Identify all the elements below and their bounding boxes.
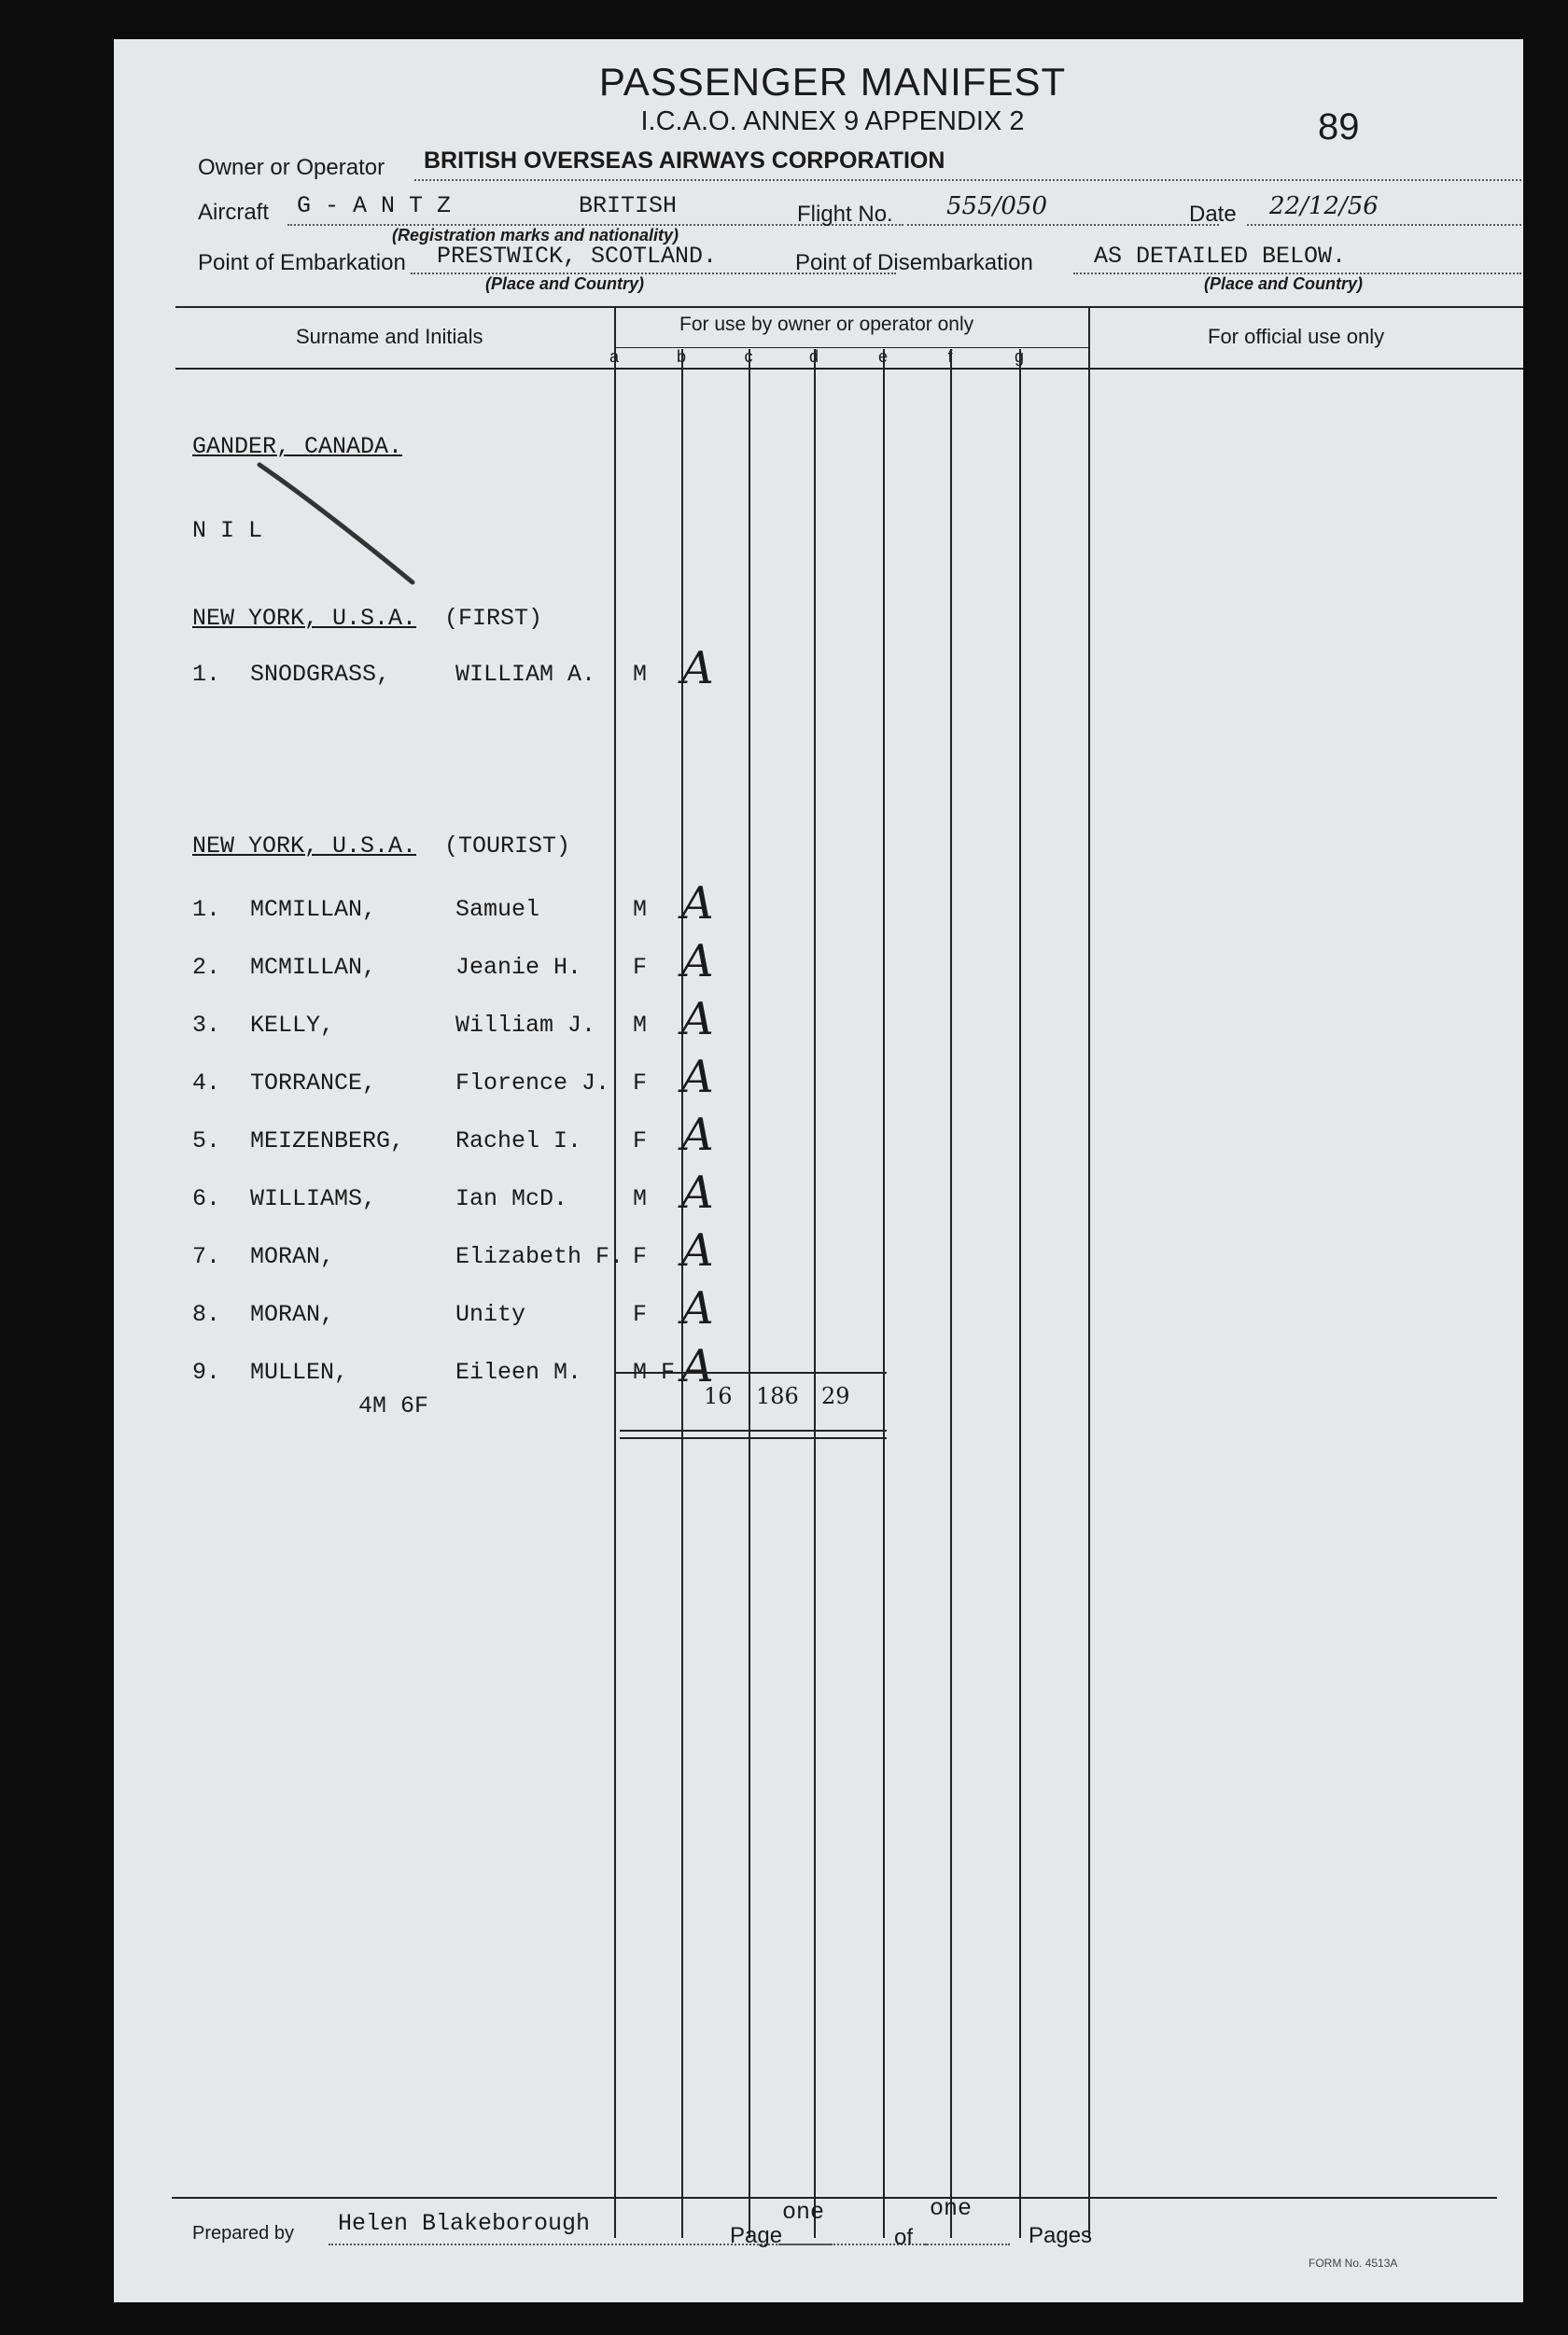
passenger-num: 1. <box>192 896 221 923</box>
passenger-mark: A <box>681 993 714 1045</box>
passenger-num: 8. <box>192 1301 221 1328</box>
date-value: 22/12/56 <box>1269 192 1379 220</box>
disembarkation-value: AS DETAILED BELOW. <box>1094 243 1347 270</box>
table-top-rule <box>175 306 1523 308</box>
passenger-given: Unity <box>455 1301 526 1328</box>
passenger-mark: A <box>681 877 714 930</box>
passenger-num: 2. <box>192 954 221 981</box>
passenger-given: Florence J. <box>455 1070 610 1097</box>
passenger-mark: A <box>681 1340 714 1392</box>
passenger-num: 3. <box>192 1012 221 1039</box>
owner-value: BRITISH OVERSEAS AIRWAYS CORPORATION <box>424 147 945 174</box>
column-line-g <box>1019 349 1021 2238</box>
subcol-f: f <box>947 347 953 366</box>
registration-note: (Registration marks and nationality) <box>392 226 679 245</box>
passenger-mark: A <box>681 1167 714 1219</box>
subcol-a: a <box>609 347 619 366</box>
passenger-sex: F <box>633 954 648 981</box>
passenger-surname: MEIZENBERG, <box>250 1127 405 1154</box>
disembarkation-label: Point of Disembarkation <box>795 250 1033 275</box>
section-gander-nil: N I L <box>192 517 263 544</box>
flight-label: Flight No. <box>797 202 893 227</box>
passenger-given: Samuel <box>455 896 540 923</box>
column-line-d <box>814 349 816 2238</box>
passenger-surname: WILLIAMS, <box>250 1185 377 1212</box>
totals-top-rule <box>614 1372 887 1374</box>
place-note-right: (Place and Country) <box>1204 274 1364 293</box>
official-use-header: For official use only <box>1208 325 1385 348</box>
passenger-mark: A <box>681 935 714 987</box>
passenger-sex: F <box>633 1127 648 1154</box>
passenger-num: 9. <box>192 1359 221 1386</box>
passenger-given: William J. <box>455 1012 596 1039</box>
prepared-label: Prepared by <box>192 2223 294 2244</box>
official-column-line <box>1088 306 1090 2238</box>
flight-value: 555/050 <box>946 192 1048 220</box>
total-b: 16 <box>704 1383 733 1409</box>
passenger-surname: MORAN, <box>250 1301 335 1328</box>
passenger-num: 7. <box>192 1243 221 1270</box>
page-label: Page <box>730 2223 783 2248</box>
passenger-num: 6. <box>192 1185 221 1212</box>
section-ny-tourist: NEW YORK, U.S.A. <box>192 832 417 860</box>
date-label: Date <box>1189 202 1237 227</box>
passenger-surname: SNODGRASS, <box>250 661 391 688</box>
passenger-sex: M F <box>633 1359 676 1386</box>
footer-rule <box>172 2197 1497 2199</box>
subcol-b: b <box>676 347 686 366</box>
aircraft-registration: G - A N T Z <box>297 192 452 219</box>
totals-double-rule-1 <box>620 1430 887 1432</box>
passenger-sex: M <box>633 1185 648 1212</box>
of-label: of <box>894 2225 914 2250</box>
pages-label: Pages <box>1029 2223 1093 2248</box>
subcol-e: e <box>877 347 888 366</box>
of-value: one <box>930 2195 973 2222</box>
total-c: 186 <box>756 1383 799 1409</box>
subcol-g: g <box>1014 347 1024 366</box>
flight-dotted-line <box>907 224 1219 226</box>
column-line-a <box>614 306 616 2238</box>
embarkation-value: PRESTWICK, SCOTLAND. <box>437 243 718 270</box>
column-line-c <box>749 349 750 2238</box>
embarkation-label: Point of Embarkation <box>198 250 406 275</box>
of-dotted-line <box>924 2244 1010 2245</box>
passenger-surname: MCMILLAN, <box>250 954 377 981</box>
passenger-surname: TORRANCE, <box>250 1070 377 1097</box>
passenger-num: 1. <box>192 661 221 688</box>
manifest-sheet <box>114 39 1523 2302</box>
column-line-f <box>950 349 952 2238</box>
date-dotted-line <box>1247 224 1521 226</box>
passenger-mark: A <box>681 1109 714 1161</box>
document-title: PASSENGER MANIFEST <box>598 60 1067 104</box>
section-ny-first-class: (FIRST) <box>444 605 543 632</box>
passenger-surname: MULLEN, <box>250 1359 349 1386</box>
section-ny-first: NEW YORK, U.S.A. <box>192 605 417 632</box>
passenger-given: Rachel I. <box>455 1127 582 1154</box>
passenger-surname: KELLY, <box>250 1012 335 1039</box>
owner-label: Owner or Operator <box>198 155 385 180</box>
passenger-sex: M <box>633 661 648 688</box>
passenger-mark: A <box>681 1224 714 1277</box>
aircraft-label: Aircraft <box>198 200 270 225</box>
totals-summary: 4M 6F <box>358 1392 429 1419</box>
passenger-given: WILLIAM A. <box>455 661 596 688</box>
passenger-sex: M <box>633 1012 648 1039</box>
column-line-e <box>883 349 885 2238</box>
surname-column-header: Surname and Initials <box>296 325 483 348</box>
passenger-surname: MCMILLAN, <box>250 896 377 923</box>
passenger-given: Eileen M. <box>455 1359 582 1386</box>
passenger-sex: M <box>633 896 648 923</box>
owner-use-header: For use by owner or operator only <box>679 314 974 335</box>
subcol-c: c <box>744 347 753 366</box>
passenger-given: Elizabeth F. <box>455 1243 624 1270</box>
place-note-left: (Place and Country) <box>485 274 645 293</box>
passenger-sex: F <box>633 1070 648 1097</box>
aircraft-nationality: BRITISH <box>579 192 678 219</box>
table-header-bottom-rule <box>175 368 1523 370</box>
passenger-num: 5. <box>192 1127 221 1154</box>
owner-dotted-line <box>414 179 1521 181</box>
passenger-num: 4. <box>192 1070 221 1097</box>
passenger-mark: A <box>681 1282 714 1335</box>
section-gander: GANDER, CANADA. <box>192 433 403 460</box>
prepared-value: Helen Blakeborough <box>338 2210 591 2237</box>
form-number: FORM No. 4513A <box>1309 2257 1398 2270</box>
totals-double-rule-2 <box>620 1437 887 1439</box>
page-value: one <box>782 2199 825 2226</box>
nil-strike-stroke <box>254 459 422 590</box>
passenger-sex: F <box>633 1301 648 1328</box>
document-subtitle: I.C.A.O. ANNEX 9 APPENDIX 2 <box>640 106 1025 136</box>
passenger-mark: A <box>681 642 714 694</box>
passenger-given: Ian McD. <box>455 1185 568 1212</box>
passenger-mark: A <box>681 1051 714 1103</box>
passenger-sex: F <box>633 1243 648 1270</box>
section-ny-tourist-class: (TOURIST) <box>444 832 571 860</box>
page-number: 89 <box>1318 106 1360 147</box>
passenger-surname: MORAN, <box>250 1243 335 1270</box>
passenger-given: Jeanie H. <box>455 954 582 981</box>
total-d: 29 <box>821 1383 850 1409</box>
subcol-d: d <box>808 347 819 366</box>
